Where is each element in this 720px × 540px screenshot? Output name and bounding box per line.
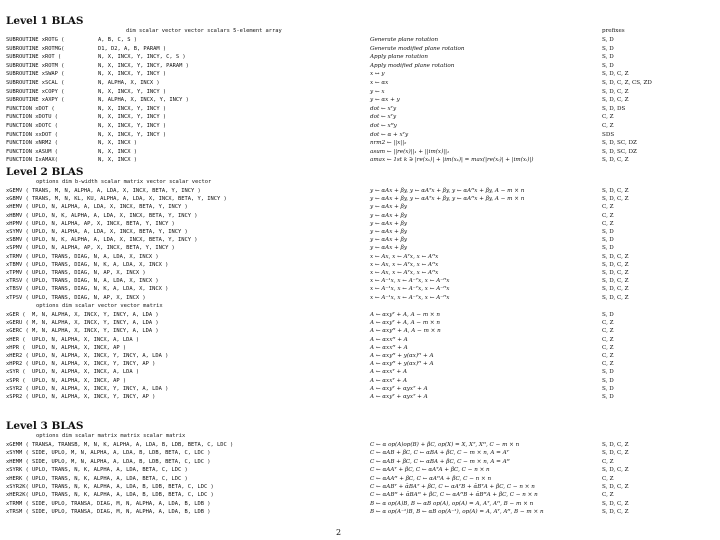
routine-name: SUBROUTINE xSCAL ( [6, 80, 65, 86]
routine-prefixes: S, D, C, Z [602, 88, 629, 95]
routine-prefixes: S, D [602, 62, 614, 69]
routine-name: SUBROUTINE xROT ( [6, 54, 62, 61]
routine-name: xHER ( [6, 336, 26, 343]
routine-arguments: UPLO, TRANS, DIAG, N, AP, X, INCX ) [32, 294, 146, 301]
routine-prefixes: S, D, C, Z [602, 253, 629, 260]
routine-arguments: UPLO, N, ALPHA, X, INCX, A, LDA ) [32, 336, 140, 343]
routine-prefixes: S, D, C, Z [602, 484, 629, 490]
routine-description: dot ← xᵀy [370, 105, 397, 112]
routine-name: xSPMV ( [6, 245, 29, 252]
routine-name: SUBROUTINE xROTG ( [6, 37, 65, 43]
routine-description: y ← αAx + βy [370, 204, 408, 211]
routine-prefixes: S, D, C, Z [602, 270, 629, 276]
routine-arguments: N, X, INCX ) [98, 140, 137, 147]
routine-arguments: UPLO, N, ALPHA, A, LDA, X, INCX, BETA, Y, INCY ) [32, 229, 188, 235]
routine-prefixes: C, Z [602, 123, 614, 129]
level3-title-text: Level 3 BLAS [6, 420, 84, 432]
routine-description: y ← αAx + βy [370, 220, 408, 227]
routine-arguments: M, N, ALPHA, X, INCX, Y, INCY, A, LDA ) [32, 312, 159, 318]
routine-prefixes: S, D [602, 312, 614, 318]
routine-description: y ← x [370, 88, 385, 95]
routine-arguments: SIDE, UPLO, M, N, ALPHA, A, LDA, B, LDB, BETA, C, LDC ) [32, 458, 211, 465]
routine-prefixes: SDS [602, 131, 615, 138]
routine-arguments: N, X, INCX, Y, INCY ) [98, 71, 167, 78]
routine-name: FUNCTION xxDOT ( [6, 131, 58, 138]
routine-arguments: TRANSA, TRANSB, M, N, K, ALPHA, A, LDA, B, LDB, BETA, C, LDC ) [32, 442, 234, 448]
routine-prefixes: S, D [602, 394, 614, 400]
routine-description: C ← αABᵀ + ᾱBAᵀ + βC, C ← αAᵀB + ᾱBᵀA + βC, C − n × n [370, 484, 535, 490]
routine-arguments: UPLO, TRANS, DIAG, N, K, A, LDA, X, INCX ) [32, 286, 169, 293]
routine-arguments: UPLO, TRANS, DIAG, N, A, LDA, X, INCX ) [32, 253, 159, 260]
routine-name: SUBROUTINE xAXPY ( [6, 97, 65, 104]
level2-header2-text: options dim scalar vector vector matrix [36, 303, 163, 309]
routine-description: amax ← 1st k ∋ |re(xₖ)| + |im(xₖ)| = max(|re(xᵢ)| + |im(xᵢ)|) [370, 157, 534, 164]
routine-prefixes: S, D, C, Z [602, 157, 629, 164]
routine-description: A ← αxyᵀ + A, A − m × n [370, 320, 440, 327]
routine-prefixes: C, Z [602, 353, 614, 359]
routine-arguments: N, X, INCX ) [98, 157, 137, 164]
routine-name: xHER2K( [6, 492, 29, 499]
level2-title [6, 166, 83, 178]
routine-arguments: N, X, INCX ) [98, 148, 137, 155]
routine-prefixes: S, D, DS [602, 105, 626, 112]
routine-prefixes: C, Z [602, 336, 614, 343]
routine-name: SUBROUTINE xSWAP ( [6, 71, 65, 78]
routine-name: xSYR2 ( [6, 385, 29, 392]
routine-arguments: UPLO, N, ALPHA, AP, X, INCX, BETA, Y, INCY ) [32, 220, 175, 227]
routine-name: FUNCTION xDOTU ( [6, 114, 58, 121]
routine-name: xSPR2 ( [6, 394, 29, 400]
routine-description: Generate modified plane rotation [370, 45, 465, 52]
routine-prefixes: S, D [602, 245, 614, 252]
routine-prefixes: C, Z [602, 475, 614, 482]
routine-prefixes: S, D, C, Z [602, 261, 629, 268]
routine-name: FUNCTION xDOTC ( [6, 123, 58, 129]
level1-header-text: dim scalar vector vector scalars 5-element array [126, 28, 282, 34]
routine-description: C ← αAAᴴ + βC, C ← αAᴴA + βC, C − n × n [370, 475, 492, 482]
routine-description: x ← Ax, x ← Aᵀx, x ← Aᴴx [370, 261, 439, 268]
routine-arguments: M, N, ALPHA, X, INCX, Y, INCY, A, LDA ) [32, 328, 159, 335]
routine-name: xTRSM ( [6, 509, 29, 516]
routine-name: xTRSV ( [6, 278, 29, 285]
routine-description: C ← α op(A)op(B) + βC, op(X) = X, Xᵀ, Xᴴ, C − m × n [370, 442, 520, 448]
routine-prefixes: C, Z [602, 114, 614, 121]
routine-name: FUNCTION xDOT ( [6, 105, 55, 112]
routine-name: xGBMV ( [6, 196, 29, 203]
routine-prefixes: C, Z [602, 344, 614, 351]
routine-description: x ← A⁻¹x, x ← A⁻ᵀx, x ← A⁻ᴴx [370, 294, 450, 301]
routine-description: x ← Ax, x ← Aᵀx, x ← Aᴴx [370, 253, 439, 260]
routine-prefixes: S, D [602, 45, 614, 52]
routine-arguments: N, X, INCX, Y, INCY, C, S ) [98, 54, 186, 61]
routine-prefixes: S, D, C, Z [602, 500, 629, 507]
routine-arguments: UPLO, N, ALPHA, X, INCX, Y, INCY, A, LDA ) [32, 385, 169, 392]
routine-name: xGER ( [6, 312, 26, 318]
routine-arguments: N, X, INCX, Y, INCY ) [98, 105, 167, 112]
routine-arguments: UPLO, N, ALPHA, AP, X, INCX, BETA, Y, INCY ) [32, 245, 175, 252]
routine-arguments: SIDE, UPLO, TRANSA, DIAG, M, N, ALPHA, A, LDA, B, LDB ) [32, 509, 211, 516]
routine-prefixes: S, D, C, Z [602, 442, 629, 448]
routine-arguments: D1, D2, A, B, PARAM ) [98, 45, 167, 52]
routine-description: B ← α op(A)B, B ← αB op(A), op(A) = A, Aᵀ, Aᴴ, B − m × n [370, 500, 534, 507]
routine-arguments: UPLO, N, K, ALPHA, A, LDA, X, INCX, BETA, Y, INCY ) [32, 237, 198, 244]
routine-description: x ← A⁻¹x, x ← A⁻ᵀx, x ← A⁻ᴴx [370, 278, 450, 285]
routine-description: y ← αAx + βy [370, 212, 408, 219]
routine-name: xSYRK ( [6, 467, 29, 474]
routine-arguments: N, ALPHA, X, INCX, Y, INCY ) [98, 97, 189, 104]
routine-arguments: UPLO, TRANS, DIAG, N, A, LDA, X, INCX ) [32, 278, 159, 285]
routine-prefixes: S, D [602, 369, 614, 376]
routine-name: SUBROUTINE xROTM ( [6, 62, 65, 69]
routine-arguments: UPLO, TRANS, N, K, ALPHA, A, LDA, BETA, C, LDC ) [32, 467, 188, 474]
routine-arguments: SIDE, UPLO, TRANSA, DIAG, M, N, ALPHA, A, LDA, B, LDB ) [32, 500, 211, 507]
routine-arguments: UPLO, N, ALPHA, X, INCX, AP ) [32, 344, 127, 351]
routine-name: xGERC ( [6, 328, 29, 335]
level3-title [6, 420, 83, 432]
routine-prefixes: C, Z [602, 361, 614, 368]
routine-description: A ← αxyᴴ + y(αx)ᴴ + A [370, 361, 434, 368]
routine-name: xHEMM ( [6, 458, 29, 465]
routine-arguments: A, B, C, S ) [98, 37, 137, 43]
routine-prefixes: C, Z [602, 492, 614, 499]
routine-arguments: UPLO, N, ALPHA, A, LDA, X, INCX, BETA, Y, INCY ) [32, 204, 188, 211]
routine-name: xTRMM ( [6, 500, 29, 507]
routine-arguments: M, N, ALPHA, X, INCX, Y, INCY, A, LDA ) [32, 320, 159, 327]
routine-name: xHER2 ( [6, 353, 29, 359]
routine-prefixes: S, D, C, Z [602, 97, 629, 104]
routine-description: y ← αx + y [370, 97, 400, 104]
routine-name: xTRMV ( [6, 253, 29, 260]
routine-name: xHERK ( [6, 475, 29, 482]
level2-header-text: options dim b-width scalar matrix vector scalar vector [36, 179, 212, 185]
routine-name: xSPR ( [6, 377, 26, 384]
routine-description: Generate plane rotation [370, 37, 439, 43]
routine-prefixes: S, D [602, 37, 614, 43]
routine-prefixes: S, D [602, 385, 614, 392]
routine-description: A ← αxxᵀ + A [370, 377, 408, 384]
routine-name: FUNCTION xNRM2 ( [6, 140, 58, 147]
routine-prefixes: S, D, C, Z [602, 278, 629, 285]
routine-arguments: UPLO, TRANS, N, K, ALPHA, A, LDA, B, LDB, BETA, C, LDC ) [32, 492, 214, 499]
routine-arguments: N, X, INCX, Y, INCY ) [98, 123, 167, 129]
routine-name: xSYR2K( [6, 484, 29, 490]
routine-description: dot ← xᴴy [370, 123, 397, 129]
routine-arguments: TRANS, M, N, ALPHA, A, LDA, X, INCX, BETA, Y, INCY ) [32, 188, 201, 194]
routine-prefixes: S, D [602, 229, 614, 235]
routine-description: y ← αAx + βy, y ← αAᵀx + βy, y ← αAᴴx + βy, A − m × n [370, 196, 525, 203]
routine-description: C ← αABᴴ + ᾱBAᴴ + βC, C ← αAᴴB + ᾱBᴴA + βC, C − n × n [370, 492, 538, 499]
routine-description: dot ← xᵀy [370, 114, 397, 121]
level2-title-text: Level 2 BLAS [6, 166, 84, 178]
page-number: 2 [336, 528, 342, 537]
routine-arguments: UPLO, N, ALPHA, X, INCX, AP ) [32, 377, 127, 384]
routine-description: y ← αAx + βy [370, 237, 408, 244]
routine-name: xHEMV ( [6, 204, 29, 211]
routine-arguments: UPLO, TRANS, DIAG, N, AP, X, INCX ) [32, 270, 146, 276]
routine-description: A ← αxxᴴ + A [370, 336, 408, 343]
routine-name: xTPSV ( [6, 294, 29, 301]
routine-description: nrm2 ← ||x||₂ [370, 140, 407, 147]
routine-name: FUNCTION IxAMAX( [6, 157, 58, 164]
routine-prefixes: C, Z [602, 320, 614, 327]
routine-description: x ↔ y [370, 71, 385, 78]
routine-description: y ← αAx + βy [370, 245, 408, 252]
routine-name: xSBMV ( [6, 237, 29, 244]
routine-arguments: UPLO, N, ALPHA, X, INCX, Y, INCY, AP ) [32, 394, 156, 400]
routine-prefixes: S, D, C, Z [602, 286, 629, 293]
routine-description: asum ← ||re(x)||₁ + ||im(x)||₁ [370, 148, 450, 155]
routine-name: FUNCTION xASUM ( [6, 148, 58, 155]
routine-description: B ← α op(A⁻¹)B, B ← αB op(A⁻¹), op(A) = A, Aᵀ, Aᴴ, B − m × n [370, 509, 544, 516]
routine-name: xSYMV ( [6, 229, 29, 235]
routine-prefixes: S, D, SC, DZ [602, 148, 637, 155]
routine-description: y ← αAx + βy [370, 229, 408, 235]
routine-arguments: UPLO, N, ALPHA, X, INCX, A, LDA ) [32, 369, 140, 376]
routine-arguments: N, X, INCX, Y, INCY ) [98, 88, 167, 95]
routine-prefixes: S, D, C, Z [602, 71, 629, 78]
routine-description: y ← αAx + βy, y ← αAᵀx + βy, y ← αAᴴx + βy, A − m × n [370, 188, 525, 194]
routine-name: SUBROUTINE xCOPY ( [6, 88, 65, 95]
routine-arguments: SIDE, UPLO, M, N, ALPHA, A, LDA, B, LDB, BETA, C, LDC ) [32, 450, 211, 457]
routine-arguments: UPLO, N, ALPHA, X, INCX, Y, INCY, AP ) [32, 361, 156, 368]
routine-name: xGEMV ( [6, 188, 29, 194]
routine-description: A ← αxyᵀ + αyxᵀ + A [370, 394, 428, 400]
routine-description: C ← αAAᵀ + βC, C ← αAᵀA + βC, C − n × n [370, 467, 490, 474]
routine-prefixes: S, D, C, Z [602, 294, 629, 301]
routine-prefixes: S, D, C, Z [602, 188, 629, 194]
routine-prefixes: S, D, C, Z [602, 450, 629, 457]
routine-description: x ← A⁻¹x, x ← A⁻ᵀx, x ← A⁻ᴴx [370, 286, 450, 293]
routine-description: A ← αxyᵀ + αyxᵀ + A [370, 385, 428, 392]
routine-prefixes: C, Z [602, 458, 614, 465]
routine-name: xTBMV ( [6, 261, 29, 268]
routine-prefixes: C, Z [602, 212, 614, 219]
level1-prefix-header: prefixes [602, 28, 625, 34]
routine-arguments: UPLO, TRANS, N, K, ALPHA, A, LDA, BETA, C, LDC ) [32, 475, 188, 482]
routine-name: xHPR2 ( [6, 361, 29, 368]
routine-name: xSYMM ( [6, 450, 29, 457]
routine-prefixes: C, Z [602, 220, 614, 227]
routine-arguments: UPLO, TRANS, DIAG, N, K, A, LDA, X, INCX ) [32, 261, 169, 268]
routine-prefixes: S, D, C, Z [602, 467, 629, 474]
routine-name: xTPMV ( [6, 270, 29, 276]
routine-prefixes: C, Z [602, 204, 614, 211]
routine-name: xSYR ( [6, 369, 26, 376]
routine-arguments: UPLO, N, ALPHA, X, INCX, Y, INCY, A, LDA ) [32, 353, 169, 359]
routine-name: xHPR ( [6, 344, 26, 351]
routine-description: Apply plane rotation [370, 54, 428, 61]
routine-name: xHPMV ( [6, 220, 29, 227]
routine-description: C ← αAB + βC, C ← αBA + βC, C − m × n, A = Aᴴ [370, 458, 510, 465]
routine-name: xTBSV ( [6, 286, 29, 293]
routine-description: Apply modified plane rotation [370, 62, 455, 69]
routine-description: x ← αx [370, 80, 389, 86]
routine-prefixes: S, D [602, 54, 614, 61]
routine-prefixes: S, D, C, Z, CS, ZD [602, 80, 652, 86]
routine-name: SUBROUTINE xROTMG( [6, 45, 65, 52]
routine-description: A ← αxyᴴ + A, A − m × n [370, 328, 441, 335]
routine-arguments: UPLO, TRANS, N, K, ALPHA, A, LDA, B, LDB, BETA, C, LDC ) [32, 484, 214, 490]
routine-prefixes: S, D [602, 377, 614, 384]
level1-title [6, 15, 83, 27]
routine-prefixes: S, D, C, Z [602, 509, 629, 516]
routine-description: A ← αxyᵀ + A, A − m × n [370, 312, 440, 318]
routine-arguments: N, X, INCX, Y, INCY, PARAM ) [98, 62, 189, 69]
routine-arguments: TRANS, M, N, KL, KU, ALPHA, A, LDA, X, INCX, BETA, Y, INCY ) [32, 196, 227, 203]
routine-description: A ← αxyᴴ + y(αx)ᴴ + A [370, 353, 434, 359]
level3-header-text: options dim scalar matrix matrix scalar matrix [36, 433, 186, 439]
routine-prefixes: S, D, SC, DZ [602, 140, 637, 147]
routine-arguments: N, X, INCX, Y, INCY ) [98, 131, 167, 138]
level1-title-text: Level 1 BLAS [6, 15, 84, 27]
routine-prefixes: S, D [602, 237, 614, 244]
routine-description: x ← Ax, x ← Aᵀx, x ← Aᴴx [370, 270, 439, 276]
routine-name: xGEMM ( [6, 442, 29, 448]
routine-prefixes: S, D, C, Z [602, 196, 629, 203]
routine-description: A ← αxxᴴ + A [370, 344, 408, 351]
routine-prefixes: C, Z [602, 328, 614, 335]
routine-arguments: N, X, INCX, Y, INCY ) [98, 114, 167, 121]
routine-name: xGERU ( [6, 320, 29, 327]
routine-arguments: UPLO, N, K, ALPHA, A, LDA, X, INCX, BETA, Y, INCY ) [32, 212, 198, 219]
routine-description: C ← αAB + βC, C ← αBA + βC, C − m × n, A = Aᵀ [370, 450, 510, 457]
routine-arguments: N, ALPHA, X, INCX ) [98, 80, 160, 86]
routine-name: xHBMV ( [6, 212, 29, 219]
routine-description: dot ← α + xᵀy [370, 131, 409, 138]
routine-description: A ← αxxᵀ + A [370, 369, 408, 376]
